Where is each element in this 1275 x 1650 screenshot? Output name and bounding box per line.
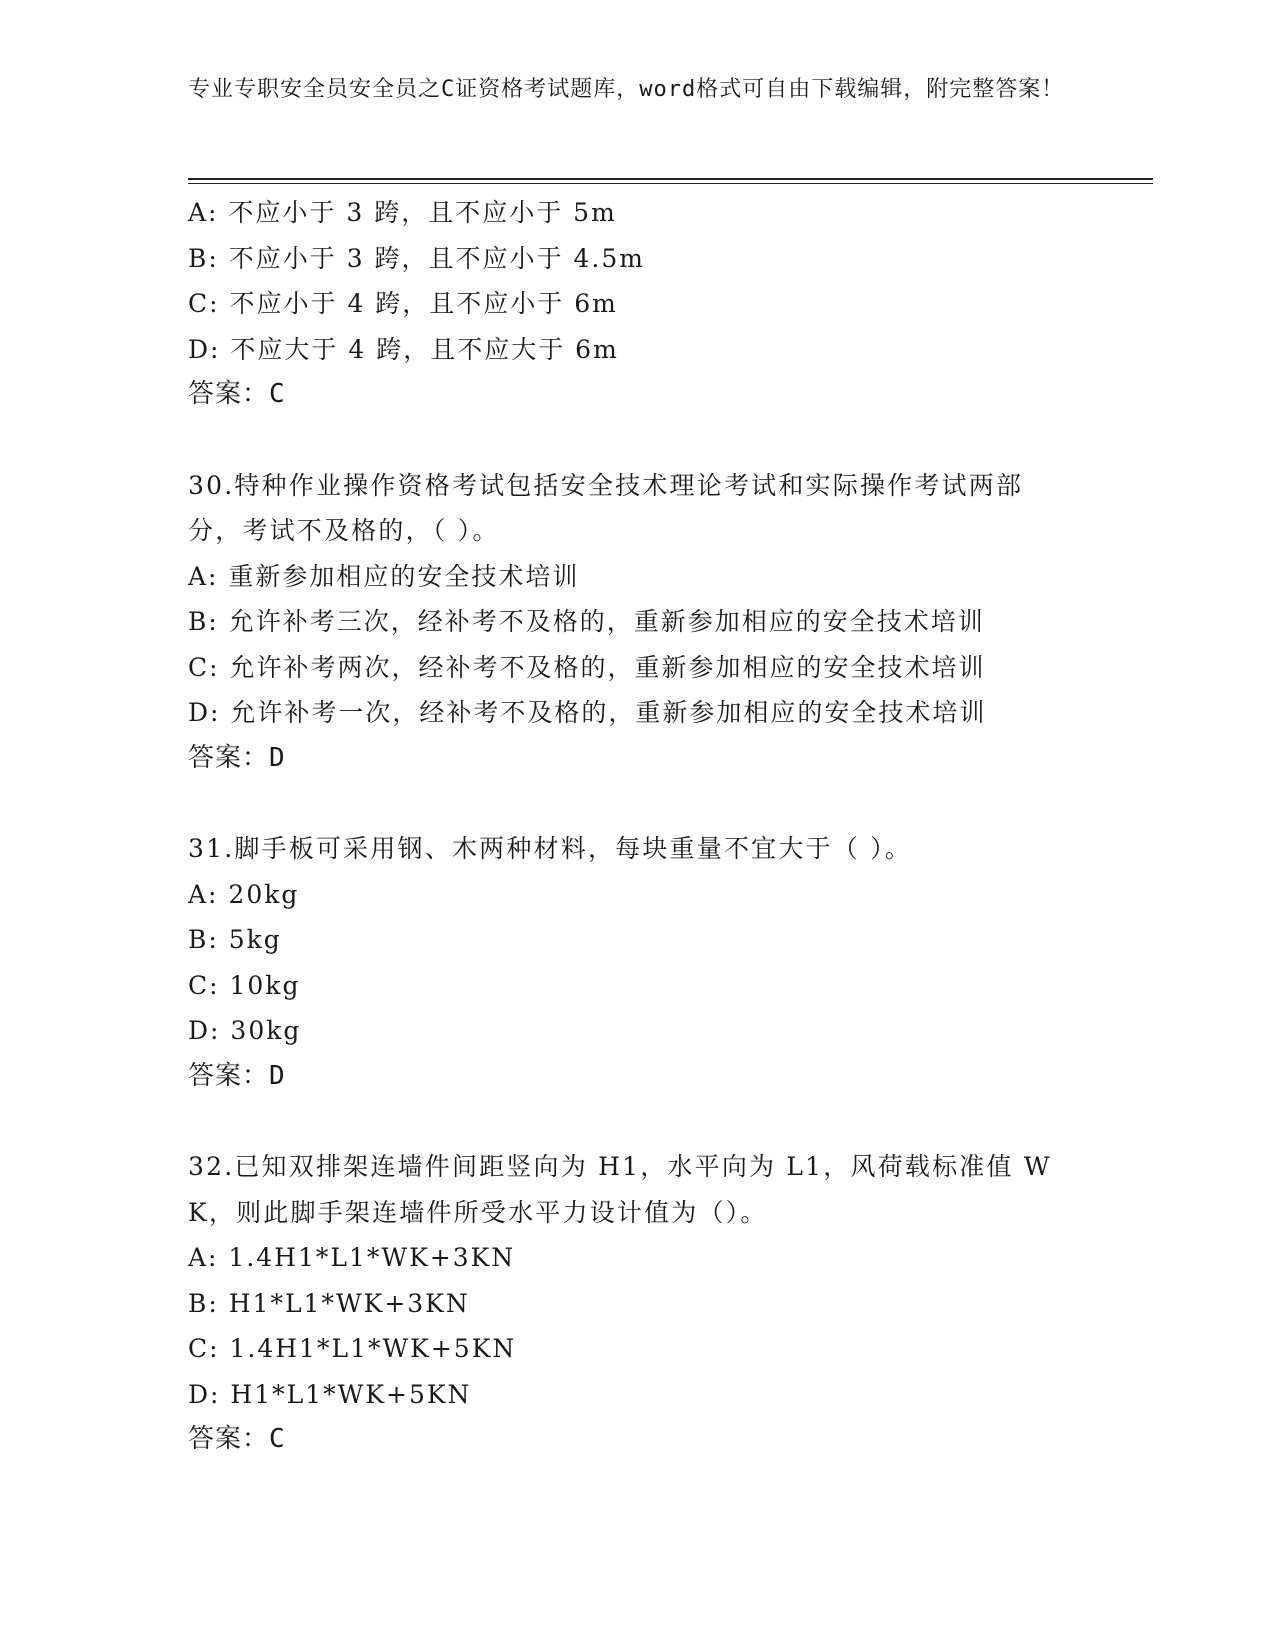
question-31 (188, 826, 1088, 1099)
answer-line: 答案：D (188, 742, 286, 773)
option-a: A: 1.4H1*L1*WK+3KN (188, 1243, 516, 1272)
spacer (188, 781, 1088, 826)
question-32 (188, 1144, 1088, 1463)
option-c: C: 10kg (188, 970, 301, 1000)
option-c: C: 1.4H1*L1*WK+5KN (188, 1334, 517, 1363)
answer-line: 答案：C (188, 379, 286, 409)
option-a: A: 不应小于 3 跨，且不应小于 5m (188, 198, 617, 227)
question-29 (188, 190, 1088, 418)
spacer (188, 418, 1088, 463)
option-c: C: 允许补考两次，经补考不及格的，重新参加相应的安全技术培训 (188, 652, 986, 682)
question-text: 30.特种作业操作资格考试包括安全技术理论考试和实际操作考试两部分，考试不及格的，（ ）。 (188, 470, 1024, 545)
header-rule-thin (188, 183, 1153, 184)
option-d: D: H1*L1*WK+5KN (188, 1379, 472, 1409)
answer-line: 答案：C (188, 1424, 286, 1454)
option-a: A: 20kg (188, 879, 300, 909)
document-header: 专业专职安全员安全员之C证资格考试题库，word格式可自由下载编辑，附完整答案！ (188, 77, 1065, 102)
option-d: D: 不应大于 4 跨，且不应大于 6m (188, 334, 619, 364)
option-a: A: 重新参加相应的安全技术培训 (188, 561, 580, 591)
option-b: B: 5kg (188, 925, 282, 954)
option-b: B: 不应小于 3 跨，且不应小于 4.5m (188, 243, 645, 273)
header-rule-thick (188, 178, 1153, 180)
question-text: 32.已知双排架连墙件间距竖向为 H1，水平向为 L1，风荷载标准值 WK，则此脚手架连墙件所受水平力设计值为（）。 (188, 1152, 1052, 1227)
spacer (188, 1099, 1088, 1144)
option-b: B: H1*L1*WK+3KN (188, 1288, 470, 1318)
option-c: C: 不应小于 4 跨，且不应小于 6m (188, 289, 618, 318)
answer-line: 答案：D (188, 1060, 286, 1091)
question-text: 31.脚手板可采用钢、木两种材料，每块重量不宜大于（ ）。 (188, 834, 913, 863)
option-b: B: 允许补考三次，经补考不及格的，重新参加相应的安全技术培训 (188, 607, 985, 636)
question-list (188, 190, 1088, 1463)
option-d: D: 30kg (188, 1016, 302, 1045)
question-30 (188, 463, 1088, 782)
option-d: D: 允许补考一次，经补考不及格的，重新参加相应的安全技术培训 (188, 698, 987, 727)
